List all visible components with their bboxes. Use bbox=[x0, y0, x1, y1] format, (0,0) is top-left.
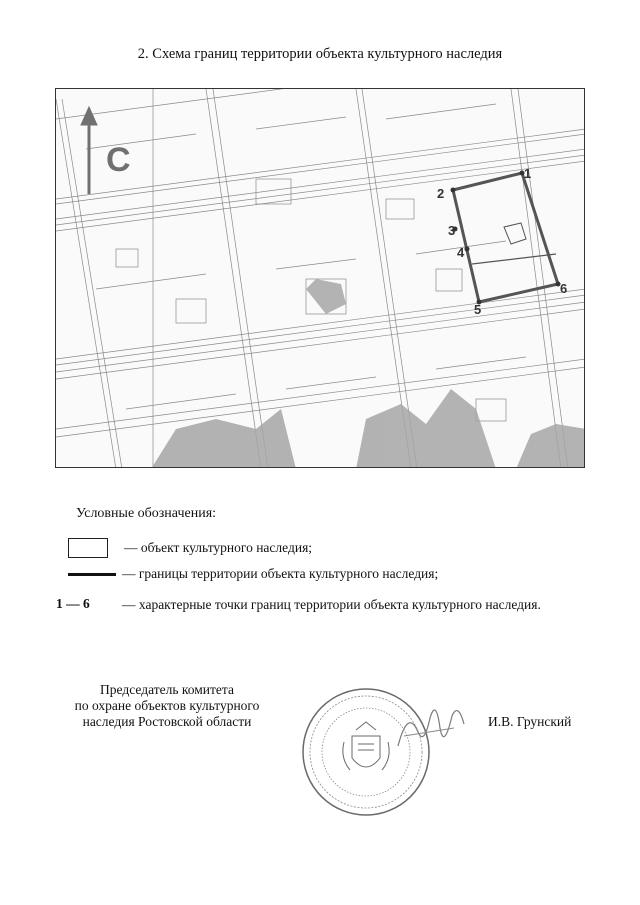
cadastral-map bbox=[55, 88, 585, 468]
north-arrow bbox=[81, 107, 97, 194]
legend-points-key: 1 — 6 bbox=[56, 596, 90, 611]
north-label: С bbox=[106, 141, 131, 179]
point-4: 4 bbox=[457, 245, 465, 260]
signer-title-line-3: наследия Ростовской области bbox=[82, 714, 252, 729]
signer-title bbox=[56, 682, 278, 730]
handwritten-signature bbox=[394, 688, 474, 768]
territory-boundary bbox=[453, 173, 558, 302]
signer-title-line-2: по охране объектов культурного bbox=[74, 698, 260, 713]
legend-object-symbol bbox=[68, 538, 108, 558]
point-6: 6 bbox=[560, 281, 568, 296]
signer-name: И.В. Грунский bbox=[488, 714, 572, 729]
map-background-lines bbox=[56, 89, 585, 468]
legend-boundary-symbol bbox=[68, 573, 116, 576]
vegetation-patches bbox=[151, 279, 585, 468]
legend-object-text: — объект культурного наследия; bbox=[124, 540, 313, 555]
page-title: 2. Схема границ территории объекта культурного наследия bbox=[137, 46, 503, 62]
point-1: 1 bbox=[524, 166, 532, 181]
legend-title: Условные обозначения: bbox=[76, 506, 217, 521]
legend-boundary-text: — границы территории объекта культурного наследия; bbox=[122, 566, 439, 581]
point-2: 2 bbox=[437, 186, 445, 201]
point-3: 3 bbox=[448, 223, 456, 238]
coat-of-arms-icon bbox=[343, 722, 389, 770]
signer-title-line-1: Председатель комитета bbox=[100, 682, 234, 697]
legend-points-text: — характерные точки границ территории объекта культурного наследия. bbox=[122, 597, 541, 612]
point-5: 5 bbox=[474, 302, 482, 317]
